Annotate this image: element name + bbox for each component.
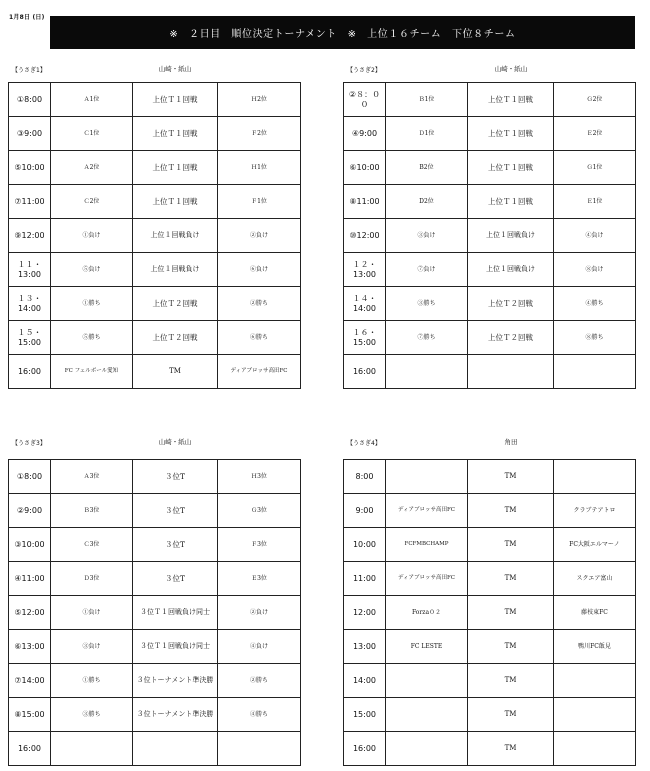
- time-cell: ④9:00: [344, 117, 386, 151]
- team-left-cell: ①勝ち: [51, 664, 133, 698]
- team-left-cell: ③勝ち: [51, 698, 133, 732]
- team-right-cell: Ｇ2位: [554, 83, 636, 117]
- team-right-cell: クラブテアトロ: [554, 494, 636, 528]
- time-cell: 9:00: [344, 494, 386, 528]
- time-cell: ⑧11:00: [344, 185, 386, 219]
- time-cell: 13:00: [344, 630, 386, 664]
- team-left-cell: Ａ1位: [51, 83, 133, 117]
- match-cell: 上位Ｔ２回戦: [468, 287, 554, 321]
- schedule-table-2: [343, 82, 636, 389]
- table-row: [9, 494, 301, 528]
- team-left-cell: Ｂ1位: [386, 83, 468, 117]
- team-right-cell: ②負け: [218, 219, 301, 253]
- team-left-cell: ③勝ち: [386, 287, 468, 321]
- match-cell: 上位Ｔ１回戦: [133, 117, 218, 151]
- table-row: [9, 321, 301, 355]
- match-cell: ３位トーナメント準決勝: [133, 664, 218, 698]
- table-row: [344, 494, 636, 528]
- team-left-cell: ⑤勝ち: [51, 321, 133, 355]
- team-left-cell: D2位: [386, 185, 468, 219]
- table-row: [344, 528, 636, 562]
- table-row: [344, 562, 636, 596]
- venue-2: 山崎・紙山: [494, 65, 528, 73]
- block-label-1: 【うさぎ1】: [12, 67, 46, 74]
- time-cell: 16:00: [344, 355, 386, 389]
- time-cell: 16:00: [9, 355, 51, 389]
- team-left-cell: ディアブロッサ高田FC: [386, 494, 468, 528]
- team-left-cell: FC フェルボール愛知: [51, 355, 133, 389]
- time-cell: ②８：００: [344, 83, 386, 117]
- team-right-cell: ④負け: [218, 630, 301, 664]
- match-cell: 上位Ｔ１回戦: [468, 83, 554, 117]
- time-cell: 16:00: [9, 732, 51, 766]
- time-cell: 10:00: [344, 528, 386, 562]
- date-label: 1月8日 (日): [9, 14, 45, 21]
- team-right-cell: 藤枝東FC: [554, 596, 636, 630]
- team-right-cell: ⑥負け: [218, 253, 301, 287]
- team-left-cell: [386, 732, 468, 766]
- block-label-4: 【うさぎ4】: [347, 440, 381, 447]
- team-left-cell: [51, 732, 133, 766]
- table-row: [344, 83, 636, 117]
- team-left-cell: Ａ2位: [51, 151, 133, 185]
- team-right-cell: ⑧負け: [554, 253, 636, 287]
- table-row: [9, 151, 301, 185]
- team-left-cell: ディアブロッサ高田FC: [386, 562, 468, 596]
- time-cell: ⑦14:00: [9, 664, 51, 698]
- schedule-table-1: [8, 82, 301, 389]
- team-right-cell: スクエア富山: [554, 562, 636, 596]
- team-right-cell: Ｅ1位: [554, 185, 636, 219]
- table-row: [9, 219, 301, 253]
- time-cell: ⑥10:00: [344, 151, 386, 185]
- team-right-cell: [554, 355, 636, 389]
- table-row: [344, 253, 636, 287]
- table-row: [9, 732, 301, 766]
- table-row: [344, 185, 636, 219]
- match-cell: ３位Ｔ１回戦負け同士: [133, 596, 218, 630]
- table-row: [9, 630, 301, 664]
- match-cell: TM: [468, 460, 554, 494]
- table-row: [344, 151, 636, 185]
- match-cell: TM: [468, 494, 554, 528]
- team-right-cell: Ｅ3位: [218, 562, 301, 596]
- time-cell: ①8:00: [9, 460, 51, 494]
- match-cell: 上位Ｔ２回戦: [133, 321, 218, 355]
- table-row: [9, 117, 301, 151]
- match-cell: 上位Ｔ１回戦: [468, 185, 554, 219]
- team-left-cell: Ｃ3位: [51, 528, 133, 562]
- match-cell: 上位Ｔ１回戦: [133, 151, 218, 185]
- team-right-cell: Ｈ1位: [218, 151, 301, 185]
- team-left-cell: [386, 664, 468, 698]
- time-cell: １２・ 13:00: [344, 253, 386, 287]
- table-row: [344, 117, 636, 151]
- venue-3: 山崎・紙山: [158, 438, 192, 446]
- block-label-2: 【うさぎ2】: [347, 67, 381, 74]
- schedule-table-4: [343, 459, 636, 766]
- table-row: [344, 219, 636, 253]
- time-cell: 16:00: [344, 732, 386, 766]
- table-row: [344, 321, 636, 355]
- team-right-cell: ディアブロッサ高田FC: [218, 355, 301, 389]
- schedule-table-3: [8, 459, 301, 766]
- table-row: [344, 355, 636, 389]
- team-left-cell: ⑦負け: [386, 253, 468, 287]
- time-cell: ⑦11:00: [9, 185, 51, 219]
- team-right-cell: Ｇ1位: [554, 151, 636, 185]
- team-left-cell: ①負け: [51, 219, 133, 253]
- team-right-cell: ⑥勝ち: [218, 321, 301, 355]
- team-left-cell: ③負け: [51, 630, 133, 664]
- table-row: [344, 596, 636, 630]
- match-cell: ３位T: [133, 460, 218, 494]
- match-cell: TM: [133, 355, 218, 389]
- team-right-cell: ②勝ち: [218, 664, 301, 698]
- team-left-cell: ⑦勝ち: [386, 321, 468, 355]
- team-left-cell: ⑤負け: [51, 253, 133, 287]
- team-right-cell: Ｅ2位: [554, 117, 636, 151]
- team-left-cell: [386, 698, 468, 732]
- time-cell: １１・ 13:00: [9, 253, 51, 287]
- table-row: [9, 355, 301, 389]
- team-right-cell: Ｆ1位: [218, 185, 301, 219]
- team-left-cell: Ｄ1位: [386, 117, 468, 151]
- team-right-cell: FC大阪エルマーノ: [554, 528, 636, 562]
- table-row: [344, 460, 636, 494]
- time-cell: １６・ 15:00: [344, 321, 386, 355]
- table-row: [9, 83, 301, 117]
- match-cell: TM: [468, 596, 554, 630]
- time-cell: ⑥13:00: [9, 630, 51, 664]
- team-left-cell: ③負け: [386, 219, 468, 253]
- time-cell: ③9:00: [9, 117, 51, 151]
- team-left-cell: ①勝ち: [51, 287, 133, 321]
- table-row: [9, 287, 301, 321]
- match-cell: 上位Ｔ１回戦: [133, 83, 218, 117]
- team-right-cell: 鴨川FC飯見: [554, 630, 636, 664]
- team-right-cell: [554, 460, 636, 494]
- block-label-3: 【うさぎ3】: [12, 440, 46, 447]
- team-right-cell: Ｈ3位: [218, 460, 301, 494]
- time-cell: ④11:00: [9, 562, 51, 596]
- time-cell: 8:00: [344, 460, 386, 494]
- team-right-cell: [554, 732, 636, 766]
- table-row: [9, 562, 301, 596]
- match-cell: [468, 355, 554, 389]
- team-right-cell: Ｈ2位: [218, 83, 301, 117]
- team-right-cell: Ｆ3位: [218, 528, 301, 562]
- team-left-cell: Ｃ2位: [51, 185, 133, 219]
- table-row: [9, 185, 301, 219]
- time-cell: ③10:00: [9, 528, 51, 562]
- match-cell: ３位T: [133, 562, 218, 596]
- team-right-cell: [554, 698, 636, 732]
- team-right-cell: ②勝ち: [218, 287, 301, 321]
- match-cell: ３位T: [133, 528, 218, 562]
- team-left-cell: FCFMBCHAMP: [386, 528, 468, 562]
- team-left-cell: ①負け: [51, 596, 133, 630]
- match-cell: 上位Ｔ２回戦: [133, 287, 218, 321]
- match-cell: 上位Ｔ２回戦: [468, 321, 554, 355]
- match-cell: 上位１回戦負け: [133, 219, 218, 253]
- team-left-cell: Ｄ3位: [51, 562, 133, 596]
- match-cell: [133, 732, 218, 766]
- team-right-cell: ④負け: [554, 219, 636, 253]
- team-left-cell: Ａ3位: [51, 460, 133, 494]
- table-row: [344, 732, 636, 766]
- team-left-cell: [386, 355, 468, 389]
- team-left-cell: Ｂ3位: [51, 494, 133, 528]
- table-row: [344, 287, 636, 321]
- table-row: [9, 460, 301, 494]
- team-left-cell: [386, 460, 468, 494]
- time-cell: 14:00: [344, 664, 386, 698]
- team-right-cell: ④勝ち: [218, 698, 301, 732]
- time-cell: ⑤10:00: [9, 151, 51, 185]
- page-title: ※ ２日目 順位決定トーナメント ※ 上位１６チーム 下位８チーム: [50, 16, 635, 49]
- table-row: [9, 664, 301, 698]
- match-cell: 上位１回戦負け: [468, 253, 554, 287]
- match-cell: TM: [468, 630, 554, 664]
- table-row: [9, 528, 301, 562]
- match-cell: 上位Ｔ１回戦: [468, 117, 554, 151]
- team-right-cell: [218, 732, 301, 766]
- time-cell: 12:00: [344, 596, 386, 630]
- team-right-cell: Ｇ3位: [218, 494, 301, 528]
- match-cell: 上位Ｔ１回戦: [468, 151, 554, 185]
- table-row: [344, 664, 636, 698]
- match-cell: TM: [468, 664, 554, 698]
- team-right-cell: [554, 664, 636, 698]
- match-cell: TM: [468, 528, 554, 562]
- match-cell: 上位１回戦負け: [133, 253, 218, 287]
- match-cell: 上位Ｔ１回戦: [133, 185, 218, 219]
- time-cell: ⑨12:00: [9, 219, 51, 253]
- team-right-cell: ④勝ち: [554, 287, 636, 321]
- time-cell: ⑤12:00: [9, 596, 51, 630]
- venue-4: 角田: [504, 438, 518, 446]
- time-cell: 15:00: [344, 698, 386, 732]
- table-row: [9, 698, 301, 732]
- match-cell: 上位１回戦負け: [468, 219, 554, 253]
- time-cell: ⑩12:00: [344, 219, 386, 253]
- team-right-cell: ⑧勝ち: [554, 321, 636, 355]
- team-left-cell: Ｃ1位: [51, 117, 133, 151]
- table-row: [344, 698, 636, 732]
- time-cell: 11:00: [344, 562, 386, 596]
- match-cell: ３位トーナメント準決勝: [133, 698, 218, 732]
- table-row: [9, 253, 301, 287]
- time-cell: ⑧15:00: [9, 698, 51, 732]
- table-row: [344, 630, 636, 664]
- team-right-cell: Ｆ2位: [218, 117, 301, 151]
- match-cell: TM: [468, 732, 554, 766]
- match-cell: ３位T: [133, 494, 218, 528]
- team-left-cell: FC LESTE: [386, 630, 468, 664]
- team-right-cell: ②負け: [218, 596, 301, 630]
- team-left-cell: B2位: [386, 151, 468, 185]
- match-cell: TM: [468, 698, 554, 732]
- time-cell: １３・ 14:00: [9, 287, 51, 321]
- venue-1: 山崎・紙山: [158, 65, 192, 73]
- match-cell: ３位Ｔ１回戦負け同士: [133, 630, 218, 664]
- time-cell: １５・ 15:00: [9, 321, 51, 355]
- time-cell: １４・ 14:00: [344, 287, 386, 321]
- time-cell: ①8:00: [9, 83, 51, 117]
- table-row: [9, 596, 301, 630]
- time-cell: ②9:00: [9, 494, 51, 528]
- match-cell: TM: [468, 562, 554, 596]
- team-left-cell: Forza０２: [386, 596, 468, 630]
